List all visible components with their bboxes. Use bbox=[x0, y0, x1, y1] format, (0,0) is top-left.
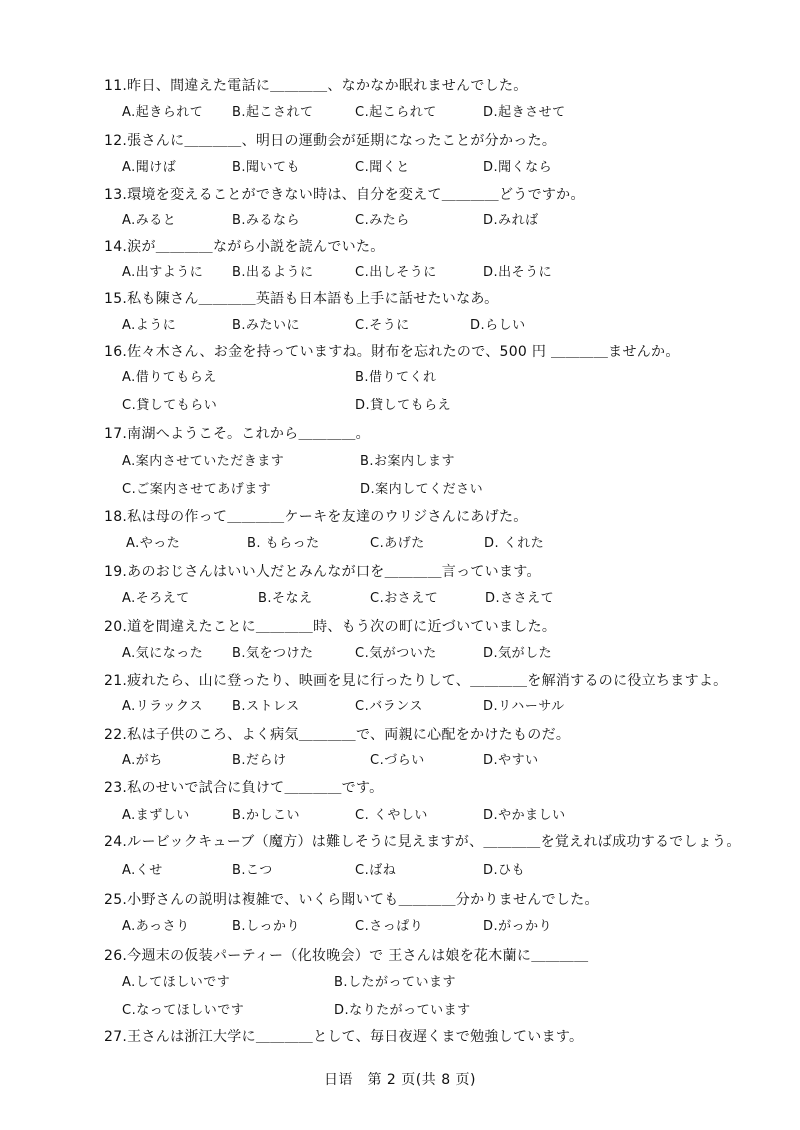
question-20-stem: 20.道を間違えたことに＿＿＿＿時、もう次の町に近づいていました。 bbox=[104, 619, 557, 635]
question-13-stem: 13.環境を変えることができない時は、自分を変えて＿＿＿＿どうですか。 bbox=[104, 187, 585, 203]
q14-option-d: D.出そうに bbox=[483, 265, 553, 280]
q17-option-d: D.案内してください bbox=[360, 482, 484, 497]
q12-option-a: A.聞けば bbox=[122, 160, 177, 175]
q21-option-c: C.バランス bbox=[355, 699, 423, 714]
q26-option-d: D.なりたがっています bbox=[334, 1003, 471, 1018]
q19-option-c: C.おさえて bbox=[370, 591, 439, 606]
q25-option-b: B.しっかり bbox=[232, 919, 301, 934]
q13-option-c: C.みたら bbox=[355, 213, 410, 228]
question-23-stem: 23.私のせいで試合に負けて＿＿＿＿です。 bbox=[104, 780, 384, 796]
question-26-stem: 26.今週末の仮装パーティー（化妆晚会）で 王さんは娘を花木蘭に＿＿＿＿ bbox=[104, 948, 589, 964]
q11-option-d: D.起きさせて bbox=[483, 105, 566, 120]
q22-option-a: A.がち bbox=[122, 753, 163, 768]
question-12-stem: 12.張さんに＿＿＿＿、明日の運動会が延期になったことが分かった。 bbox=[104, 133, 557, 149]
q18-option-c: C.あげた bbox=[370, 536, 425, 551]
q25-option-a: A.あっさり bbox=[122, 919, 190, 934]
q24-option-b: B.こつ bbox=[232, 863, 273, 878]
q22-option-d: D.やすい bbox=[483, 753, 539, 768]
question-18-stem: 18.私は母の作って＿＿＿＿ケーキを友達のウリジさんにあげた。 bbox=[104, 509, 528, 525]
q21-option-d: D.リハーサル bbox=[483, 699, 565, 714]
q24-option-a: A.くせ bbox=[122, 863, 163, 878]
q21-option-a: A.リラックス bbox=[122, 699, 203, 714]
q12-option-b: B.聞いても bbox=[232, 160, 301, 175]
q25-option-d: D.がっかり bbox=[483, 919, 553, 934]
q26-option-b: B.したがっています bbox=[334, 975, 457, 990]
q13-option-b: B.みるなら bbox=[232, 213, 301, 228]
q13-option-a: A.みると bbox=[122, 213, 177, 228]
q24-option-c: C.ばね bbox=[355, 863, 397, 878]
q15-option-d: D.らしい bbox=[470, 318, 526, 333]
question-24-stem: 24.ルービックキューブ（魔方）は難しそうに見えますが、＿＿＿＿を覚えれば成功するでしょう。 bbox=[104, 834, 741, 850]
q14-option-a: A.出すように bbox=[122, 265, 204, 280]
q16-option-b: B.借りてくれ bbox=[355, 370, 437, 385]
question-25-stem: 25.小野さんの説明は複雑で、いくら聞いても＿＿＿＿分かりませんでした。 bbox=[104, 892, 599, 908]
question-11-stem: 11.昨日、間違えた電話に＿＿＿＿、なかなか眠れませんでした。 bbox=[104, 78, 528, 94]
q23-option-a: A.まずしい bbox=[122, 808, 190, 823]
q12-option-d: D.聞くなら bbox=[483, 160, 553, 175]
page-footer: 日语 第 2 页(共 8 页) bbox=[323, 1072, 477, 1088]
q18-option-b: B. もらった bbox=[247, 536, 320, 551]
q18-option-d: D. くれた bbox=[484, 536, 545, 551]
question-21-stem: 21.疲れたら、山に登ったり、映画を見に行ったりして、＿＿＿＿を解消するのに役立ちますよ。 bbox=[104, 673, 728, 689]
question-19-stem: 19.あのおじさんはいい人だとみんなが口を＿＿＿＿言っています。 bbox=[104, 564, 541, 580]
q20-option-a: A.気になった bbox=[122, 646, 204, 661]
q22-option-b: B.だらけ bbox=[232, 753, 287, 768]
q14-option-c: C.出しそうに bbox=[355, 265, 437, 280]
q20-option-b: B.気をつけた bbox=[232, 646, 314, 661]
q11-option-b: B.起こされて bbox=[232, 105, 314, 120]
q22-option-c: C.づらい bbox=[370, 753, 425, 768]
q17-option-a: A.案内させていただきます bbox=[122, 454, 285, 469]
q19-option-b: B.そなえ bbox=[258, 591, 313, 606]
q15-option-b: B.みたいに bbox=[232, 318, 301, 333]
q15-option-c: C.そうに bbox=[355, 318, 410, 333]
q18-option-a: A.やった bbox=[126, 536, 181, 551]
q21-option-b: B.ストレス bbox=[232, 699, 300, 714]
q23-option-d: D.やかましい bbox=[483, 808, 566, 823]
question-27-stem: 27.王さんは浙江大学に＿＿＿＿として、毎日夜遅くまで勉強しています。 bbox=[104, 1029, 584, 1045]
q19-option-a: A.そろえて bbox=[122, 591, 190, 606]
question-17-stem: 17.南湖へようこそ。これから＿＿＿＿。 bbox=[104, 426, 370, 442]
q26-option-a: A.してほしいです bbox=[122, 975, 231, 990]
question-14-stem: 14.涙が＿＿＿＿ながら小説を読んでいた。 bbox=[104, 239, 385, 255]
q20-option-d: D.気がした bbox=[483, 646, 553, 661]
q23-option-c: C. くやしい bbox=[355, 808, 428, 823]
q17-option-c: C.ご案内させてあげます bbox=[122, 482, 272, 497]
question-16-stem: 16.佐々木さん、お金を持っていますね。財布を忘れたので、500 円 ＿＿＿＿ませんか。 bbox=[104, 344, 680, 360]
q23-option-b: B.かしこい bbox=[232, 808, 301, 823]
question-15-stem: 15.私も陳さん＿＿＿＿英語も日本語も上手に話せたいなあ。 bbox=[104, 291, 499, 307]
q15-option-a: A.ように bbox=[122, 318, 177, 333]
q17-option-b: B.お案内します bbox=[360, 454, 456, 469]
q13-option-d: D.みれば bbox=[483, 213, 539, 228]
q16-option-c: C.貸してもらい bbox=[122, 398, 218, 413]
q14-option-b: B.出るように bbox=[232, 265, 314, 280]
q19-option-d: D.ささえて bbox=[485, 591, 555, 606]
q20-option-c: C.気がついた bbox=[355, 646, 437, 661]
question-22-stem: 22.私は子供のころ、よく病気＿＿＿＿で、両親に心配をかけたものだ。 bbox=[104, 727, 571, 743]
q24-option-d: D.ひも bbox=[483, 863, 526, 878]
q11-option-a: A.起きられて bbox=[122, 105, 204, 120]
q26-option-c: C.なってほしいです bbox=[122, 1003, 245, 1018]
q12-option-c: C.聞くと bbox=[355, 160, 410, 175]
q16-option-d: D.貸してもらえ bbox=[355, 398, 452, 413]
q16-option-a: A.借りてもらえ bbox=[122, 370, 217, 385]
q25-option-c: C.さっぱり bbox=[355, 919, 424, 934]
q11-option-c: C.起こられて bbox=[355, 105, 437, 120]
